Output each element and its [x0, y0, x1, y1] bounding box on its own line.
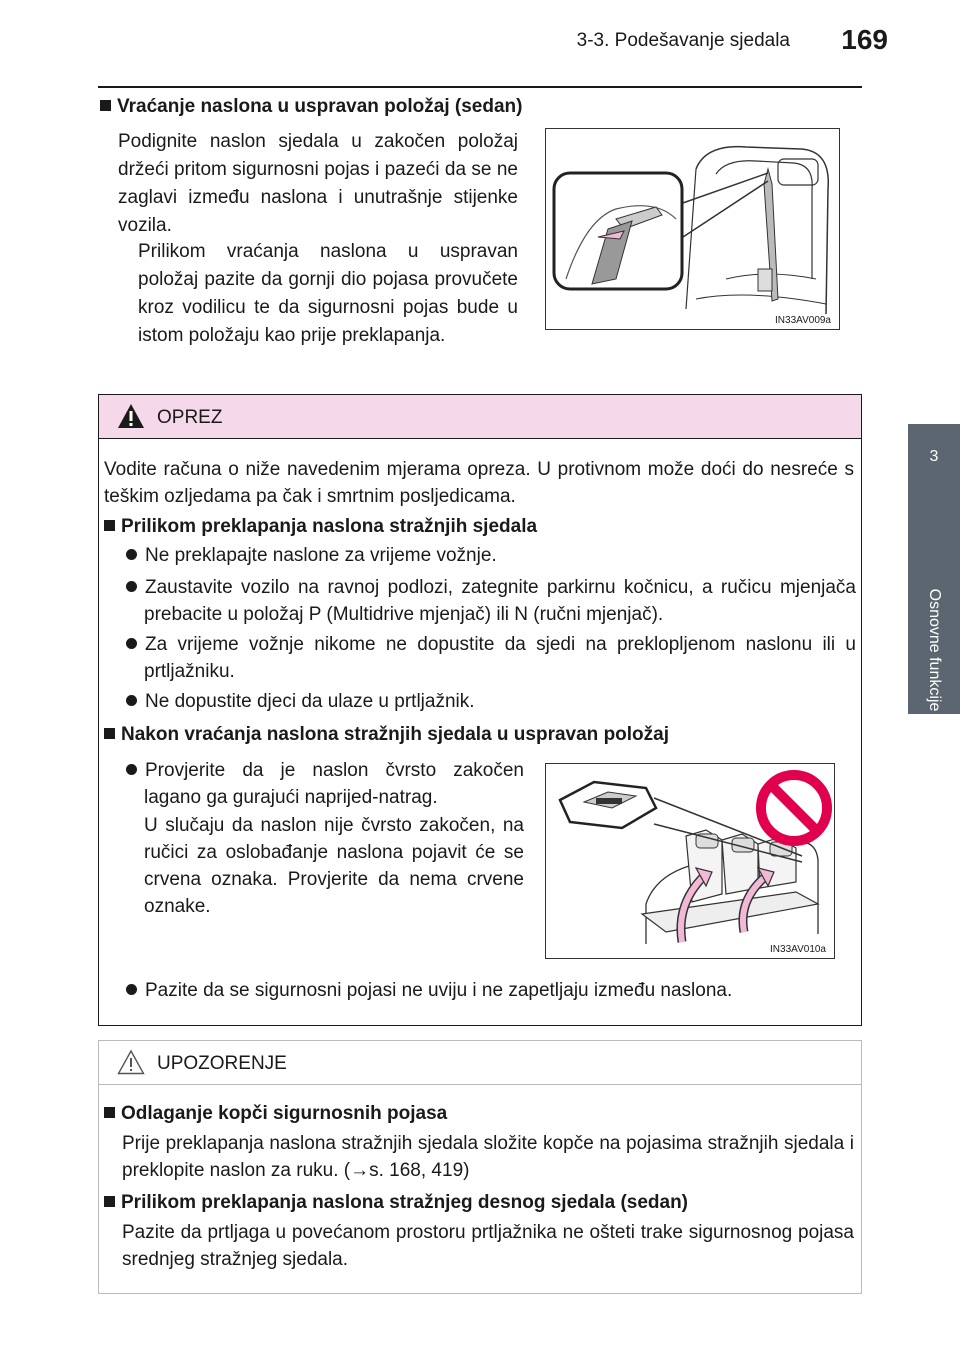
- caution-title: OPREZ: [157, 407, 223, 428]
- caution-bullet: Ne dopustite djeci da ulaze u prtljažnik.: [126, 688, 856, 715]
- square-bullet-icon: [104, 1196, 115, 1207]
- page-number: 169: [841, 24, 888, 55]
- header-rule: [98, 86, 862, 88]
- warning-text-buckles: Prije preklapanja naslona stražnjih sjedala složite kopče na pojasima stražnjih sjedala i preklopite naslon za ruku. (→s. 168, 419): [122, 1133, 854, 1181]
- square-bullet-icon: [104, 520, 115, 531]
- caution-intro: Vodite računa o niže navedenim mjerama opreza. U protivnom može doći do nesreće s teškim ozljedama pa čak i smrtnim posljedicama.: [104, 459, 854, 507]
- caution-header: [99, 395, 861, 439]
- warning-heading-sedan: Prilikom preklapanja naslona stražnjeg desnog sjedala (sedan): [104, 1189, 854, 1216]
- red-mark-check-illustration: [545, 763, 835, 959]
- warning-title: UPOZORENJE: [157, 1053, 287, 1074]
- chapter-label: Osnovne funkcije: [926, 588, 943, 712]
- bullet-dot-icon: [126, 638, 137, 649]
- caution-bullet: Za vrijeme vožnje nikome ne dopustite da sjedi na preklopljenom naslonu ili u prtljažniku.: [126, 631, 856, 685]
- caution-heading-folding: Prilikom preklapanja naslona stražnjih sjedala: [104, 513, 854, 540]
- caution-heading-upright: Nakon vraćanja naslona stražnjih sjedala u uspravan položaj: [104, 721, 854, 748]
- section-note: Prilikom vraćanja naslona u uspravan položaj pazite da gornji dio pojasa provučete kroz vodilicu te da sigurnosni pojas bude u istom položaju kao prije preklapanja.: [138, 241, 518, 346]
- warning-header: [99, 1041, 861, 1085]
- square-bullet-icon: [104, 728, 115, 739]
- chapter-number: 3: [929, 448, 939, 465]
- square-bullet-icon: [104, 1107, 115, 1118]
- caution-bullet: Ne preklapajte naslone za vrijeme vožnje.: [126, 542, 856, 569]
- square-bullet-icon: [100, 100, 111, 111]
- warning-triangle-icon: [117, 403, 145, 429]
- bullet-dot-icon: [126, 984, 137, 995]
- caution-red-mark-note: U slučaju da naslon nije čvrsto zakočen, na ručici za oslobađanje naslona pojavit će se crvena oznaka. Provjerite da nema crvene oznake.: [144, 815, 524, 917]
- illustration-code: IN33AV009a: [775, 315, 831, 326]
- caution-bullet: Zaustavite vozilo na ravnoj podlozi, zategnite parkirnu kočnicu, a ručicu mjenjača prebacite u položaj P (Multidrive mjenjač) ili N (ručni mjenjač).: [126, 574, 856, 628]
- section-heading: Vraćanje naslona u uspravan položaj (sedan): [100, 96, 522, 118]
- bullet-dot-icon: [126, 695, 137, 706]
- section-title: 3-3. Podešavanje sjedala: [576, 30, 790, 51]
- caution-bullet-illustrated: Provjerite da je naslon čvrsto zakočen lagano ga gurajući naprijed-natrag.: [126, 757, 524, 811]
- bullet-dot-icon: [126, 581, 137, 592]
- section-paragraph: Podignite naslon sjedala u zakočen položaj držeći pritom sigurnosni pojas i pazeći da se ne zaglavi između naslona i unutrašnje stijenke vozila.: [118, 131, 518, 236]
- illustration-code: IN33AV010a: [770, 944, 826, 955]
- chapter-tab: [908, 424, 960, 714]
- warning-heading-buckles: Odlaganje kopči sigurnosnih pojasa: [104, 1100, 854, 1127]
- bullet-dot-icon: [126, 549, 137, 560]
- warning-text-sedan: Pazite da prtljaga u povećanom prostoru prtljažnika ne ošteti trake sigurnosnog pojasa srednjeg stražnjeg sjedala.: [122, 1222, 854, 1270]
- seatbelt-guide-illustration: [545, 128, 840, 330]
- bullet-dot-icon: [126, 764, 137, 775]
- caution-bullet: Pazite da se sigurnosni pojasi ne uviju i ne zapetljaju između naslona.: [126, 977, 856, 1004]
- warning-outline-triangle-icon: [117, 1049, 145, 1075]
